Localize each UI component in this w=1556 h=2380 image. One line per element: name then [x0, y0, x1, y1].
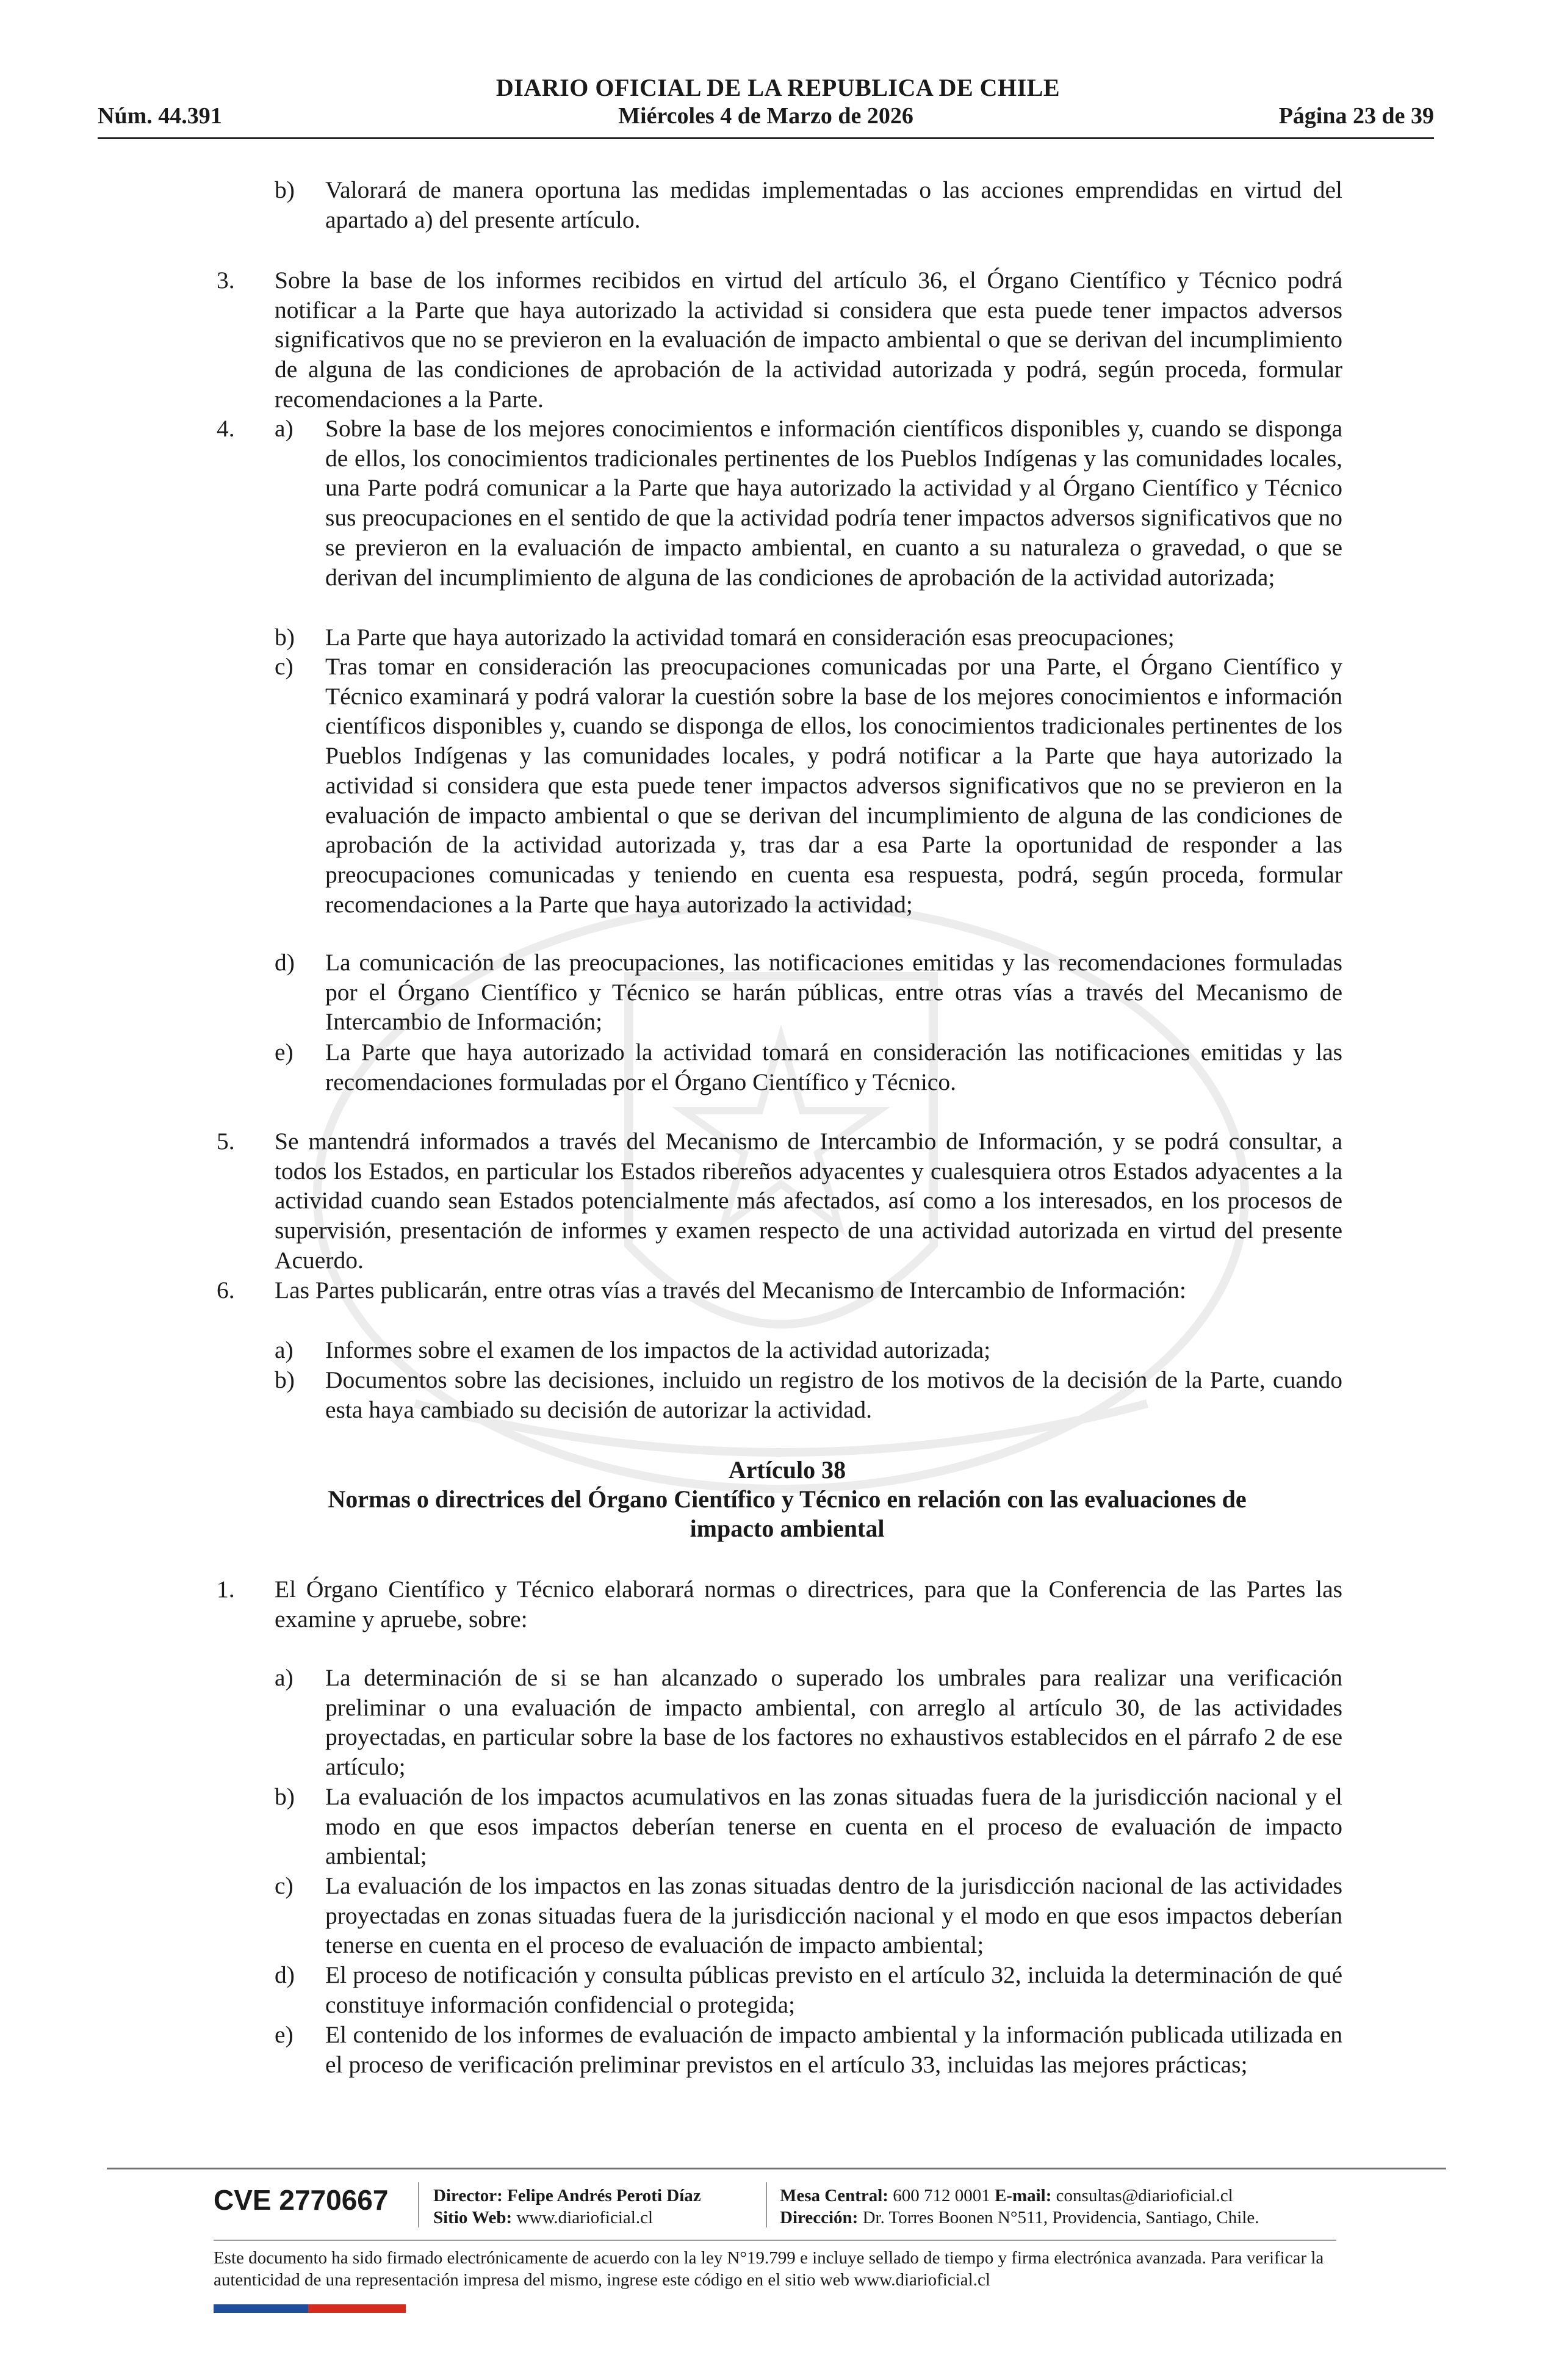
footer-contact-block — [780, 2185, 1259, 2229]
newspaper-title: DIARIO OFICIAL DE LA REPUBLICA DE CHILE — [495, 74, 1061, 101]
list-marker: c) — [275, 653, 294, 680]
paragraph: Informes sobre el examen de los impactos de la actividad autorizada; — [325, 1336, 991, 1363]
article-subtitle-cont: impacto ambiental — [690, 1515, 885, 1542]
phone-label: Mesa Central: — [780, 2186, 888, 2205]
director-label: Director: — [433, 2186, 503, 2205]
paragraph: Sobre la base de los mejores conocimientos e información científicos disponibles y, cuando se disponga de ellos, los conocimientos tradicionales pertinentes de los Pueblos Indígenas y las comunidades locales, una Parte podrá comunicar a la Parte que haya autorizado la actividad y al Órgano Científico y Técnico sus preocupaciones en el sentido de que la actividad podría tener impactos adversos significativos que no se previeron en la evaluación de impacto ambiental, en cuanto a su naturaleza o gravedad, o que se derivan del incumplimiento de alguna de las condiciones de aprobación de la actividad autorizada; — [325, 415, 1342, 591]
footer-divider — [107, 2168, 1446, 2169]
flag-stripe — [214, 2304, 406, 2313]
list-marker: b) — [275, 176, 295, 203]
list-marker: a) — [275, 415, 294, 442]
website-label: Sitio Web: — [433, 2208, 513, 2227]
footer-separator — [418, 2182, 419, 2227]
address-value: Dr. Torres Boonen N°511, Providencia, Santiago, Chile. — [862, 2208, 1259, 2227]
cve-code: CVE 2770667 — [214, 2184, 389, 2216]
list-marker: c) — [275, 1872, 294, 1899]
flag-stripe-red — [308, 2304, 406, 2313]
issue-number: Núm. 44.391 — [98, 103, 222, 129]
list-marker: a) — [275, 1664, 294, 1691]
paragraph: La evaluación de los impactos en las zonas situadas dentro de la jurisdicción nacional de las actividades proyectadas en zonas situadas fuera de la jurisdicción nacional y el modo en que esos impactos deberían tenerse en cuenta en el proceso de evaluación de impacto ambiental; — [325, 1872, 1342, 1959]
director-name: Felipe Andrés Peroti Díaz — [507, 2186, 701, 2205]
footer-director-block — [433, 2185, 701, 2229]
list-marker: d) — [275, 1961, 295, 1988]
list-marker: b) — [275, 1366, 295, 1393]
email-link[interactable]: consultas@diarioficial.cl — [1056, 2186, 1233, 2205]
header-divider — [98, 137, 1434, 139]
list-marker: 4. — [217, 415, 235, 442]
page-number: Página 23 de 39 — [1278, 103, 1434, 129]
footer-separator — [766, 2182, 767, 2227]
signature-notice: Este documento ha sido firmado electrónicamente de acuerdo con la ley N°19.799 e incluye sellado de tiempo y firma electrónica avanzada. Para verificar la autenticidad de una representación impresa del mismo, ingrese este código en el sitio web www.diarioficial.cl — [214, 2248, 1324, 2290]
paragraph: El proceso de notificación y consulta públicas previsto en el artículo 32, incluida la determinación de qué constituye información confidencial o protegida; — [325, 1961, 1342, 2018]
paragraph: La comunicación de las preocupaciones, las notificaciones emitidas y las recomendaciones formuladas por el Órgano Científico y Técnico se harán públicas, entre otras vías a través del Mecanismo de Intercambio de Información; — [325, 949, 1342, 1036]
footer-divider — [214, 2240, 1336, 2241]
list-marker: b) — [275, 1783, 295, 1810]
article-subtitle: Normas o directrices del Órgano Científico y Técnico en relación con las evaluaciones de — [328, 1485, 1247, 1513]
paragraph: Las Partes publicarán, entre otras vías a través del Mecanismo de Intercambio de Información: — [275, 1277, 1186, 1304]
phone-value: 600 712 0001 — [893, 2186, 990, 2205]
address-label: Dirección: — [780, 2208, 859, 2227]
paragraph: La Parte que haya autorizado la actividad tomará en consideración las notificaciones emitidas y las recomendaciones formuladas por el Órgano Científico y Técnico. — [325, 1039, 1342, 1095]
list-marker: b) — [275, 624, 295, 651]
paragraph: Documentos sobre las decisiones, incluido un registro de los motivos de la decisión de la Parte, cuando esta haya cambiado su decisión de autorizar la actividad. — [325, 1366, 1342, 1423]
paragraph: Valorará de manera oportuna las medidas implementadas o las acciones emprendidas en virtud del apartado a) del presente artículo. — [325, 176, 1342, 233]
list-marker: 1. — [217, 1576, 235, 1603]
issue-date: Miércoles 4 de Marzo de 2026 — [618, 103, 913, 129]
header-row — [98, 103, 1434, 133]
list-marker: d) — [275, 949, 295, 976]
list-marker: e) — [275, 1039, 294, 1066]
paragraph: Se mantendrá informados a través del Mecanismo de Intercambio de Información, y se podrá consultar, a todos los Estados, en particular los Estados ribereños adyacentes y cualesquiera otros Estados adyacentes a la actividad cuando sean Estados potencialmente más afectados, así como a los interesados, en los procesos de supervisión, presentación de informes y examen respecto de una actividad autorizada en virtud del presente Acuerdo. — [275, 1128, 1342, 1274]
list-marker: 3. — [217, 267, 235, 294]
email-label: E-mail: — [994, 2186, 1052, 2205]
list-marker: a) — [275, 1336, 294, 1363]
paragraph: La evaluación de los impactos acumulativos en las zonas situadas fuera de la jurisdicción nacional y el modo en que esos impactos deberían tenerse en cuenta en el proceso de evaluación de impacto ambiental; — [325, 1783, 1342, 1870]
paragraph: La determinación de si se han alcanzado o superado los umbrales para realizar una verificación preliminar o una evaluación de impacto ambiental, con arreglo al artículo 30, de las actividades proyectadas, en particular sobre la base de los factores no exhaustivos establecidos en el párrafo 2 de ese artículo; — [325, 1664, 1342, 1781]
website-link[interactable]: www.diarioficial.cl — [516, 2208, 654, 2227]
paragraph: Sobre la base de los informes recibidos en virtud del artículo 36, el Órgano Científico y Técnico podrá notificar a la Parte que haya autorizado la actividad si considera que esta puede tener impactos adversos significativos que no se previeron en la evaluación de impacto ambiental o que se derivan del incumplimiento de alguna de las condiciones de aprobación de la actividad autorizada y podrá, según proceda, formular recomendaciones a la Parte. — [275, 267, 1342, 413]
flag-stripe-blue — [214, 2304, 308, 2313]
list-marker: e) — [275, 2021, 294, 2048]
article-title: Artículo 38 — [728, 1456, 846, 1484]
paragraph: El Órgano Científico y Técnico elaborará normas o directrices, para que la Conferencia de las Partes las examine y apruebe, sobre: — [275, 1576, 1342, 1632]
list-marker: 6. — [217, 1277, 235, 1304]
paragraph: El contenido de los informes de evaluación de impacto ambiental y la información publicada utilizada en el proceso de verificación preliminar previstos en el artículo 33, incluidas las mejores prácticas; — [325, 2021, 1342, 2078]
paragraph: La Parte que haya autorizado la actividad tomará en consideración esas preocupaciones; — [325, 624, 1175, 651]
list-marker: 5. — [217, 1128, 235, 1155]
paragraph: Tras tomar en consideración las preocupaciones comunicadas por una Parte, el Órgano Científico y Técnico examinará y podrá valorar la cuestión sobre la base de los mejores conocimientos e información científicos disponibles y, cuando se disponga de ellos, los conocimientos tradicionales pertinentes de los Pueblos Indígenas y las comunidades locales, y podrá notificar a la Parte que haya autorizado la actividad si considera que esta puede tener impactos adversos significativos que no se previeron en la evaluación de impacto ambiental o que se derivan del incumplimiento de alguna de las condiciones de aprobación de la actividad autorizada y, tras dar a esa Parte la oportunidad de responder a las preocupaciones comunicadas y teniendo en cuenta esa respuesta, podrá, según proceda, formular recomendaciones a la Parte que haya autorizado la actividad; — [325, 653, 1342, 918]
